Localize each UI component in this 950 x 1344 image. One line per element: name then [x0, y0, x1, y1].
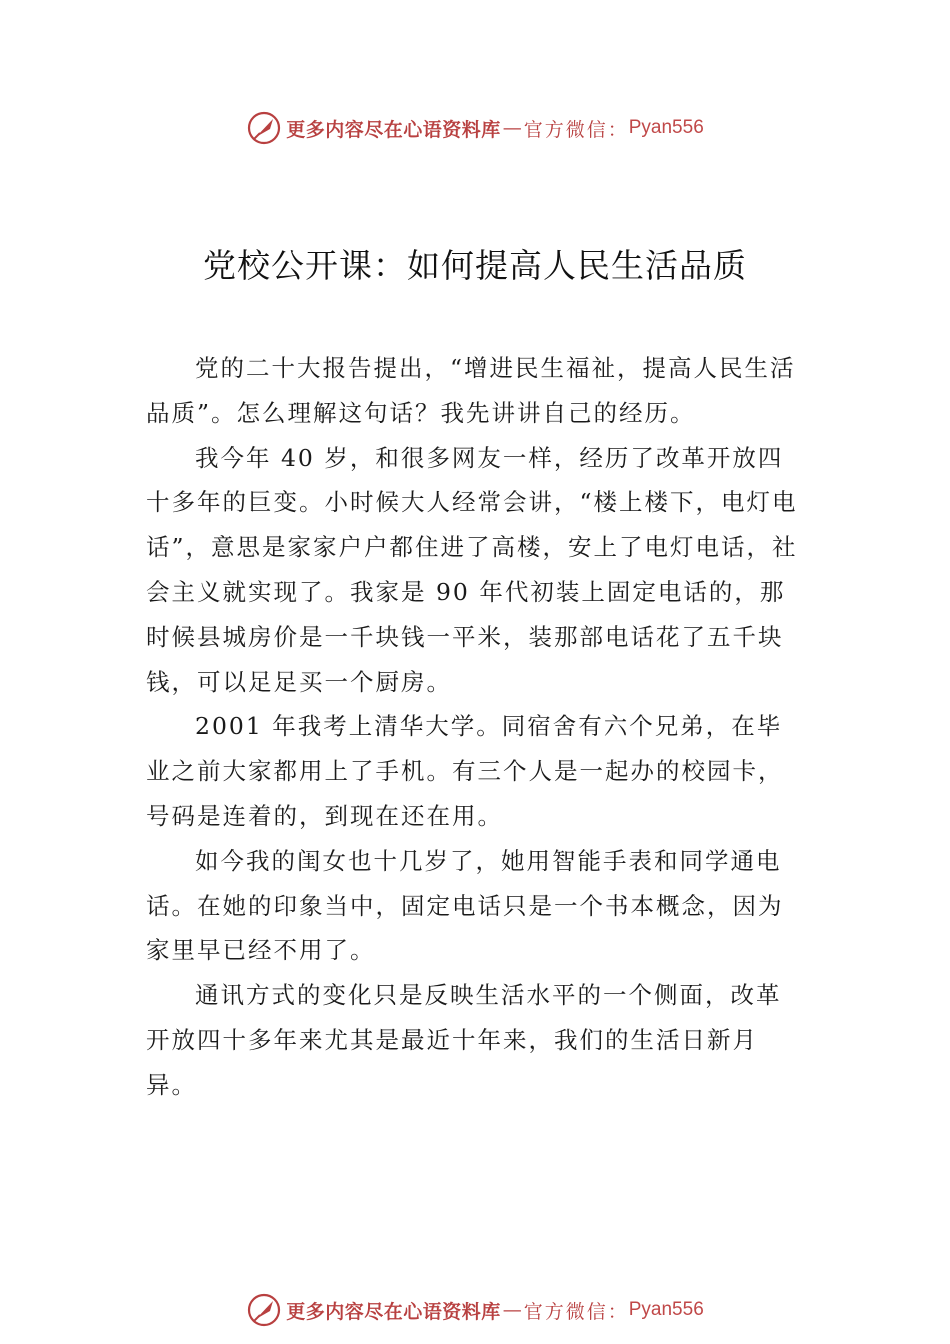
banner-wechat-id: Pyan556 — [628, 117, 704, 138]
footer-banner — [0, 1290, 950, 1330]
banner-dash: — — [502, 117, 522, 139]
quill-logo-icon — [246, 110, 282, 146]
banner-wechat-id: Pyan556 — [628, 1299, 704, 1320]
header-banner — [0, 108, 950, 148]
paragraph: 2001 年我考上清华大学。同宿舍有六个兄弟，在毕业之前大家都用上了手机。有三个人是一起办的校园卡，号码是连着的，到现在还在用。 — [146, 712, 784, 830]
banner-sub-text: 官方微信： — [523, 1300, 629, 1323]
banner-main-text: 更多内容尽在心语资料库 — [286, 118, 501, 141]
banner-dash: — — [502, 1299, 522, 1321]
quill-logo-icon — [246, 1292, 282, 1328]
document-body — [146, 346, 806, 1108]
paragraph: 我今年 40 岁，和很多网友一样，经历了改革开放四十多年的巨变。小时候大人经常会讲，“楼上楼下，电灯电话”，意思是家家户户都住进了高楼，安上了电灯电话，社会主义就实现了。我家是 90 年代初装上固定电话的，那时候县城房价是一千块钱一平米，装那部电话花了五千块钱，可以足足买一个厨房。 — [146, 443, 798, 696]
paragraph: 党的二十大报告提出，“增进民生福祉，提高人民生活品质”。怎么理解这句话？我先讲讲自己的经历。 — [146, 354, 796, 427]
paragraph: 通讯方式的变化只是反映生活水平的一个侧面，改革开放四十多年来尤其是最近十年来，我们的生活日新月异。 — [146, 981, 782, 1099]
paragraph: 如今我的闺女也十几岁了，她用智能手表和同学通电话。在她的印象当中，固定电话只是一个书本概念，因为家里早已经不用了。 — [146, 846, 784, 965]
banner-main-text: 更多内容尽在心语资料库 — [286, 1300, 501, 1323]
document-title: 党校公开课：如何提高人民生活品质 — [203, 246, 747, 285]
banner-sub-text: 官方微信： — [523, 118, 629, 141]
